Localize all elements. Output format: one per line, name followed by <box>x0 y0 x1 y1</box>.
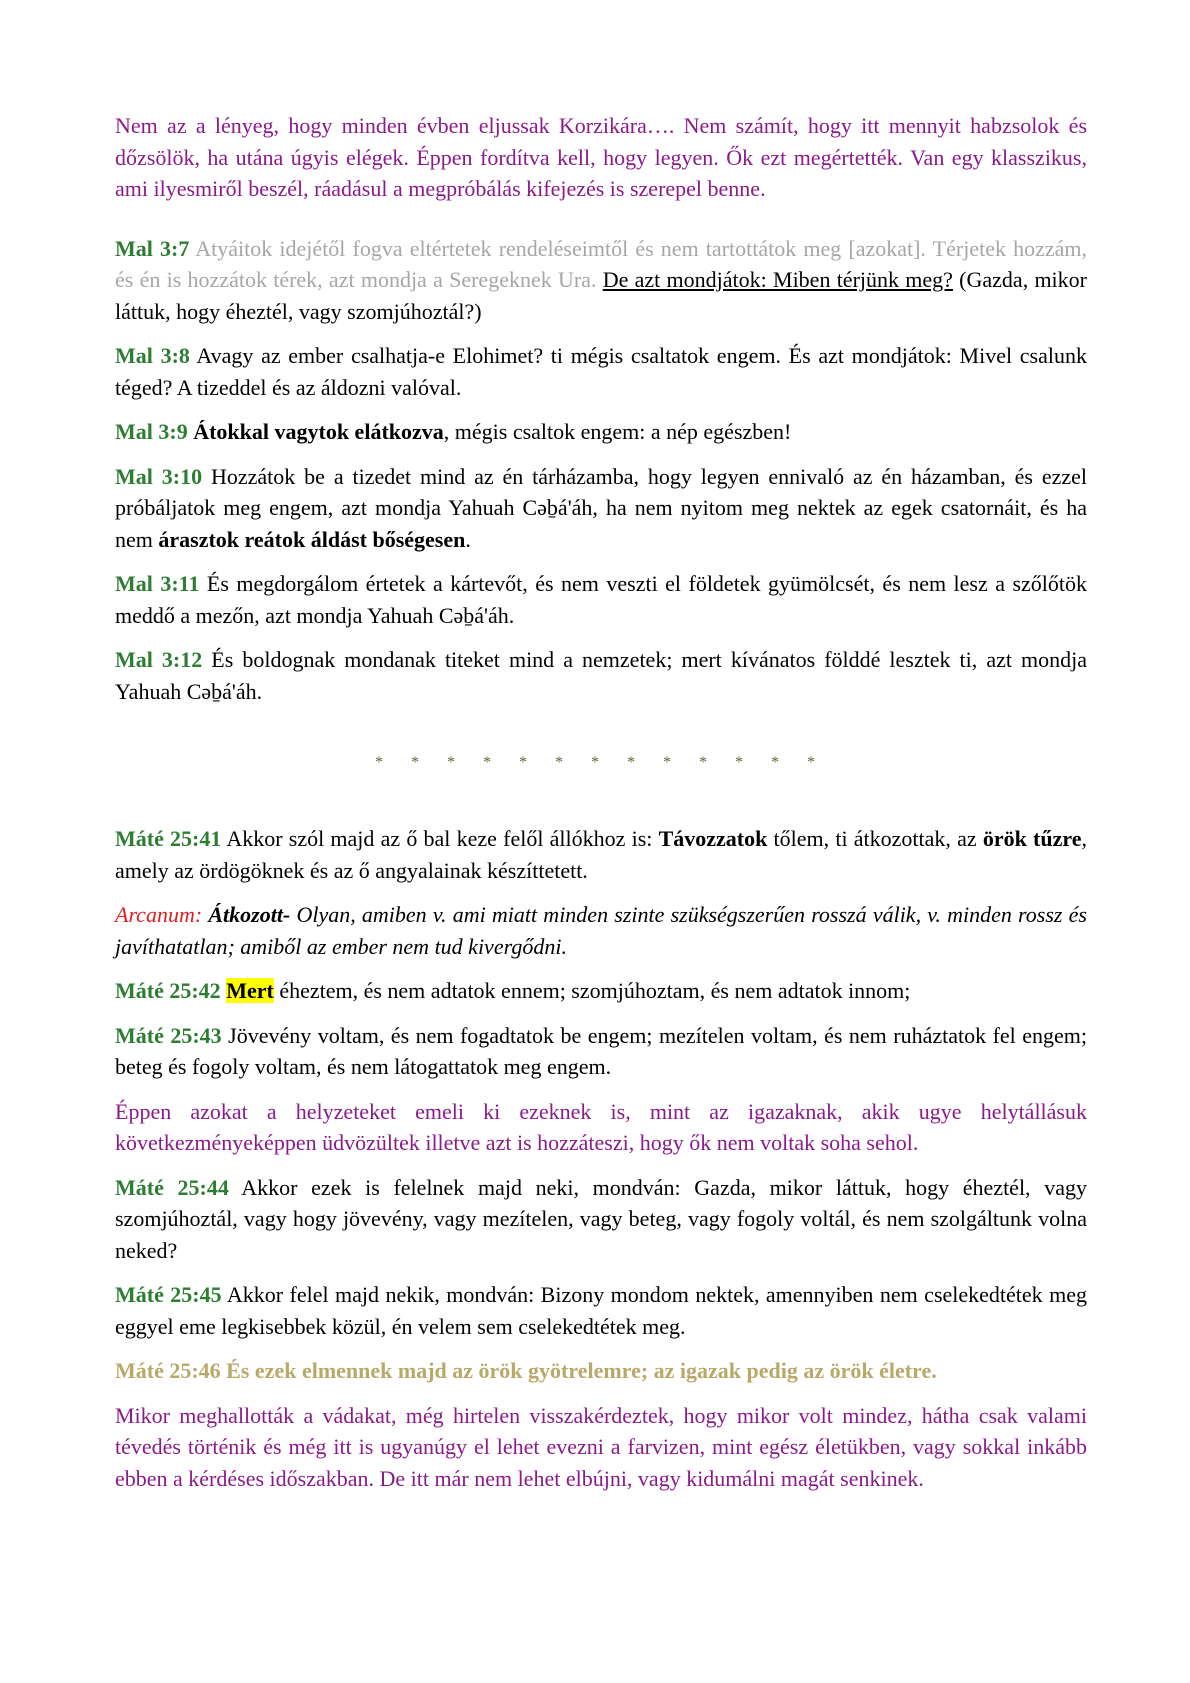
verse-bold-text: örök tűzre <box>982 826 1082 851</box>
section-separator: * * * * * * * * * * * * * <box>375 754 827 771</box>
verse-text: És megdorgálom értetek a kártevőt, és nem veszti el földetek gyümölcsét, és nem lesz a szőlőtök meddő a mezőn, azt mondja Yahuah Cəḇá'áh. <box>115 571 1088 628</box>
verse-underlined-text: De azt mondjátok: Miben térjünk meg? <box>602 267 953 292</box>
verse-ref: Máté 25:45 <box>115 1282 222 1307</box>
highlighted-word: Mert <box>226 978 274 1003</box>
verse-mal-3-8 <box>115 340 1087 403</box>
verse-mate-25-43 <box>115 1020 1087 1083</box>
verse-mal-3-12 <box>115 644 1087 707</box>
verse-ref: Mal 3:8 <box>115 343 190 368</box>
arcanum-label: Arcanum: <box>115 902 203 927</box>
commentary-paragraph: Mikor meghallották a vádakat, még hirtelen visszakérdeztek, hogy mikor volt mindez, hátha csak valami tévedés történik és még itt is ugyanúgy el lehet evezni a farvizen, mint egész életükben, vagy sokkal inkább ebben a kérdéses időszakban. De itt már nem lehet elbújni, vagy kidumálni magát senkinek. <box>115 1402 1087 1491</box>
arcanum-text: Olyan, amiben v. ami miatt minden szinte szükségszerűen rosszá válik, v. minden rossz és javíthatatlan; amiből az ember nem tud kivergődni. <box>115 902 1087 959</box>
verse-ref: Máté 25:42 <box>115 978 221 1003</box>
verse-text: , mégis csaltok engem: a nép egészben! <box>443 419 792 444</box>
verse-tail-text: (Gazda, mikor láttuk, hogy éheztél, vagy szomjúhoztál?) <box>115 267 1087 324</box>
verse-mal-3-11 <box>115 568 1087 631</box>
verse-text: Jövevény voltam, és nem fogadtatok be engem; mezítelen voltam, és nem ruháztatok fel engem; beteg és fogoly voltam, és nem látogattatok meg engem. <box>115 1022 1088 1079</box>
verse-bold-text: árasztok reátok áldást bőségesen <box>158 526 466 552</box>
verse-text: És boldognak mondanak titeket mind a nemzetek; mert kívánatos földdé lesztek ti, azt mondja Yahuah Cəḇá'áh. <box>115 647 1087 704</box>
verse-mate-25-44 <box>115 1172 1087 1267</box>
verse-bold-text: Átokkal vagytok elátkozva <box>187 419 444 444</box>
verse-ref: Mal 3:11 <box>115 571 200 596</box>
intro-commentary: Nem az a lényeg, hogy minden évben eljussak Korzikára…. Nem számít, hogy itt mennyit habzsolok és dőzsölök, ha utána úgyis elégek. Éppen fordítva kell, hogy legyen. Ők ezt megértették. Van egy klasszikus, ami ilyesmiről beszél, ráadásul a megpróbálás kifejezés is szerepel benne. <box>115 113 1087 201</box>
verse-mate-25-46: Máté 25:46 És ezek elmennek majd az örök gyötrelemre; az igazak pedig az örök életre. <box>115 1358 937 1383</box>
verse-ref: Mal 3:9 <box>115 419 188 444</box>
verse-mal-3-10 <box>115 461 1087 556</box>
arcanum-term: Átkozott- <box>202 902 291 927</box>
verse-mate-25-45 <box>115 1279 1087 1342</box>
verse-text: Akkor ezek is felelnek majd neki, mondván: Gazda, mikor láttuk, hogy éheztél, vagy szomjúhoztál, vagy hogy jövevény, vagy mezítelen, vagy beteg, vagy fogoly voltál, és nem szolgáltunk volna neked? <box>115 1174 1087 1263</box>
arcanum-definition <box>115 899 1087 962</box>
commentary-paragraph: Éppen azokat a helyzeteket emeli ki ezeknek is, mint az igazaknak, akik ugye helytállásuk következményeképpen üdvözültek illetve azt is hozzáteszi, hogy ők nem voltak soha sehol. <box>115 1098 1087 1155</box>
verse-mal-3-9 <box>115 416 1087 448</box>
verse-text: , amely az ördögöknek és az ő angyalainak készíttetett. <box>115 826 1088 883</box>
verse-text: Avagy az ember csalhatja-e Elohimet? ti mégis csaltatok engem. És azt mondjátok: Mivel csalunk téged? A tizeddel és az áldozni valóval. <box>115 343 1087 400</box>
verse-text: éheztem, és nem adtatok ennem; szomjúhoztam, és nem adtatok innom; <box>273 978 911 1003</box>
verse-ref: Máté 25:41 <box>115 826 222 851</box>
document-page <box>115 110 1087 1494</box>
verse-mal-3-7 <box>115 233 1087 328</box>
verse-ref: Mal 3:12 <box>115 647 203 672</box>
verse-text: tőlem, ti átkozottak, az <box>767 826 983 851</box>
verse-end: . <box>465 526 471 552</box>
verse-ref: Mal 3:7 <box>115 235 190 261</box>
verse-ref: Mal 3:10 <box>115 463 203 489</box>
verse-ref: Máté 25:44 <box>115 1174 229 1200</box>
verse-text-gray: Atyáitok idejétől fogva eltértetek rendeléseimtől és nem tartottátok meg [azokat]. Térjetek hozzám, és én is hozzátok térek, azt mondja a Seregeknek Ura. <box>115 235 1087 292</box>
verse-mate-25-42 <box>115 975 1087 1007</box>
verse-bold-text: Távozzatok <box>658 826 768 851</box>
verse-ref: Máté 25:43 <box>115 1022 222 1048</box>
verse-text: Akkor felel majd nekik, mondván: Bizony mondom nektek, amennyiben nem cselekedtétek meg eggyel eme legkisebbek közül, én velem sem cselekedtétek meg. <box>115 1282 1087 1339</box>
verse-mate-25-41 <box>115 823 1087 886</box>
verse-text: Hozzátok be a tizedet mind az én tárházamba, hogy legyen ennivaló az én házamban, és ezzel próbáljatok meg engem, azt mondja Yahuah Cəḇá'áh, ha nem nyitom meg nektek az egek csatornáit, és ha nem <box>115 463 1087 552</box>
verse-text: Akkor szól majd az ő bal keze felől állókhoz is: <box>221 826 659 851</box>
